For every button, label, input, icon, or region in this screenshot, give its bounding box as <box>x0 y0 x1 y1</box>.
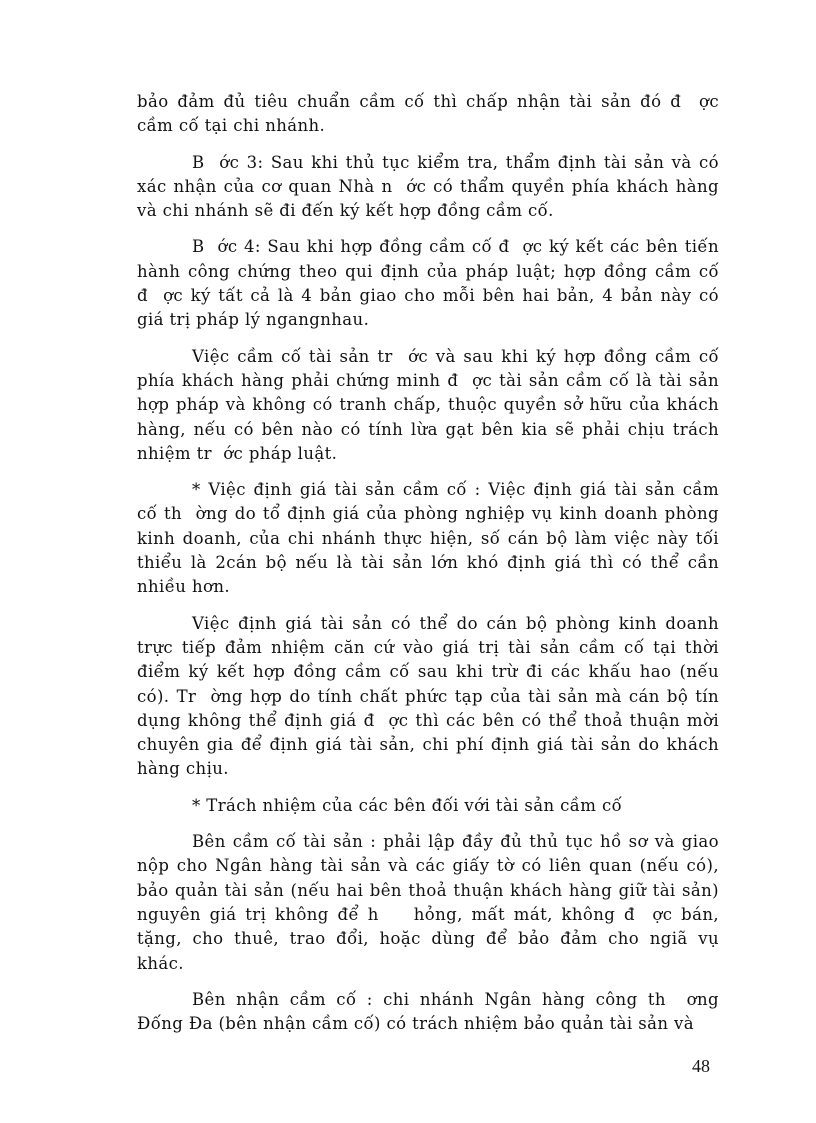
text-line: bảo đảm đủ tiêu chuẩn cầm cố thì chấp nhận tài sản đó đ ợc <box>137 92 719 111</box>
document-body <box>137 90 719 1048</box>
text-line: nguyên giá trị không để h hỏng, mất mát, không đ ợc bán, <box>137 904 719 924</box>
text-line: B ớc 3: Sau khi thủ tục kiểm tra, thẩm định tài sản và có <box>192 152 719 172</box>
paragraph <box>137 235 719 332</box>
text-line: khác. <box>137 953 184 973</box>
text-line: giá trị pháp lý ngangnhau. <box>137 310 370 330</box>
text-line: trực tiếp đảm nhiệm căn cứ vào giá trị tài sản cầm cố tại thời <box>137 637 719 657</box>
text-line: Đống Đa (bên nhận cầm cố) có trách nhiệm bảo quản tài sản và <box>137 1014 694 1034</box>
text-line: Việc định giá tài sản có thể do cán bộ phòng kinh doanh <box>192 613 719 633</box>
paragraph <box>137 988 719 1037</box>
paragraph <box>137 612 719 782</box>
text-line: phía khách hàng phải chứng minh đ ợc tài sản cầm cố là tài sản <box>137 370 719 390</box>
text-line: nhiều hơn. <box>137 577 230 597</box>
paragraph <box>137 151 719 224</box>
text-line: kinh doanh, của chi nhánh thực hiện, số cán bộ làm việc này tối <box>137 528 719 548</box>
text-line: bảo quản tài sản (nếu hai bên thoả thuận khách hàng giữ tài sản) <box>137 880 719 900</box>
text-line: nộp cho Ngân hàng tài sản và các giấy tờ có liên quan (nếu có), <box>137 856 719 876</box>
paragraph <box>137 830 719 976</box>
text-line: Bên cầm cố tài sản : phải lập đầy đủ thủ tục hồ sơ và giao <box>192 832 719 852</box>
text-line: B ớc 4: Sau khi hợp đồng cầm cố đ ợc ký kết các bên tiến <box>192 237 719 257</box>
text-line: thiểu là 2cán bộ nếu là tài sản lớn khó định giá thì có thể cần <box>137 553 719 573</box>
paragraph <box>137 794 719 818</box>
text-line: và chi nhánh sẽ đi đến ký kết hợp đồng cầm cố. <box>137 201 554 221</box>
text-line: dụng không thể định giá đ ợc thì các bên có thể thoả thuận mời <box>137 710 719 730</box>
text-line: xác nhận của cơ quan Nhà n ớc có thẩm quyền phía khách hàng <box>137 176 719 196</box>
text-line: nhiệm tr ớc pháp luật. <box>137 443 338 463</box>
text-line: * Trách nhiệm của các bên đối với tài sản cầm cố <box>192 795 623 815</box>
text-line: cầm cố tại chi nhánh. <box>137 116 326 136</box>
text-line: * Việc định giá tài sản cầm cố : Việc định giá tài sản cầm <box>192 480 719 500</box>
text-line: tặng, cho thuê, trao đổi, hoặc dùng để bảo đảm cho ngiã vụ <box>137 929 719 949</box>
text-line: Bên nhận cầm cố : chi nhánh Ngân hàng công th ơng <box>192 989 719 1009</box>
text-line: điểm ký kết hợp đồng cầm cố sau khi trừ đi các khấu hao (nếu <box>137 662 719 682</box>
text-line: cố th ờng do tổ định giá của phòng nghiệp vụ kinh doanh phòng <box>137 504 719 524</box>
text-line: đ ợc ký tất cả là 4 bản giao cho mỗi bên hai bản, 4 bản này có <box>137 286 719 306</box>
text-line: Việc cầm cố tài sản tr ớc và sau khi ký hợp đồng cầm cố <box>192 346 719 366</box>
paragraph <box>137 478 719 599</box>
text-line: chuyên gia để định giá tài sản, chi phí định giá tài sản do khách <box>137 735 719 755</box>
text-line: hàng, nếu có bên nào có tính lừa gạt bên kia sẽ phải chịu trách <box>137 419 719 439</box>
paragraph <box>137 345 719 466</box>
paragraph <box>137 90 719 139</box>
text-line: hành công chứng theo qui định của pháp luật; hợp đồng cầm cố <box>137 261 719 281</box>
text-line: có). Tr ờng hợp do tính chất phức tạp của tài sản mà cán bộ tín <box>137 686 719 706</box>
page-number: 48 <box>692 1056 710 1076</box>
text-line: hợp pháp và không có tranh chấp, thuộc quyền sở hữu của khách <box>137 395 719 415</box>
text-line: hàng chịu. <box>137 759 229 779</box>
